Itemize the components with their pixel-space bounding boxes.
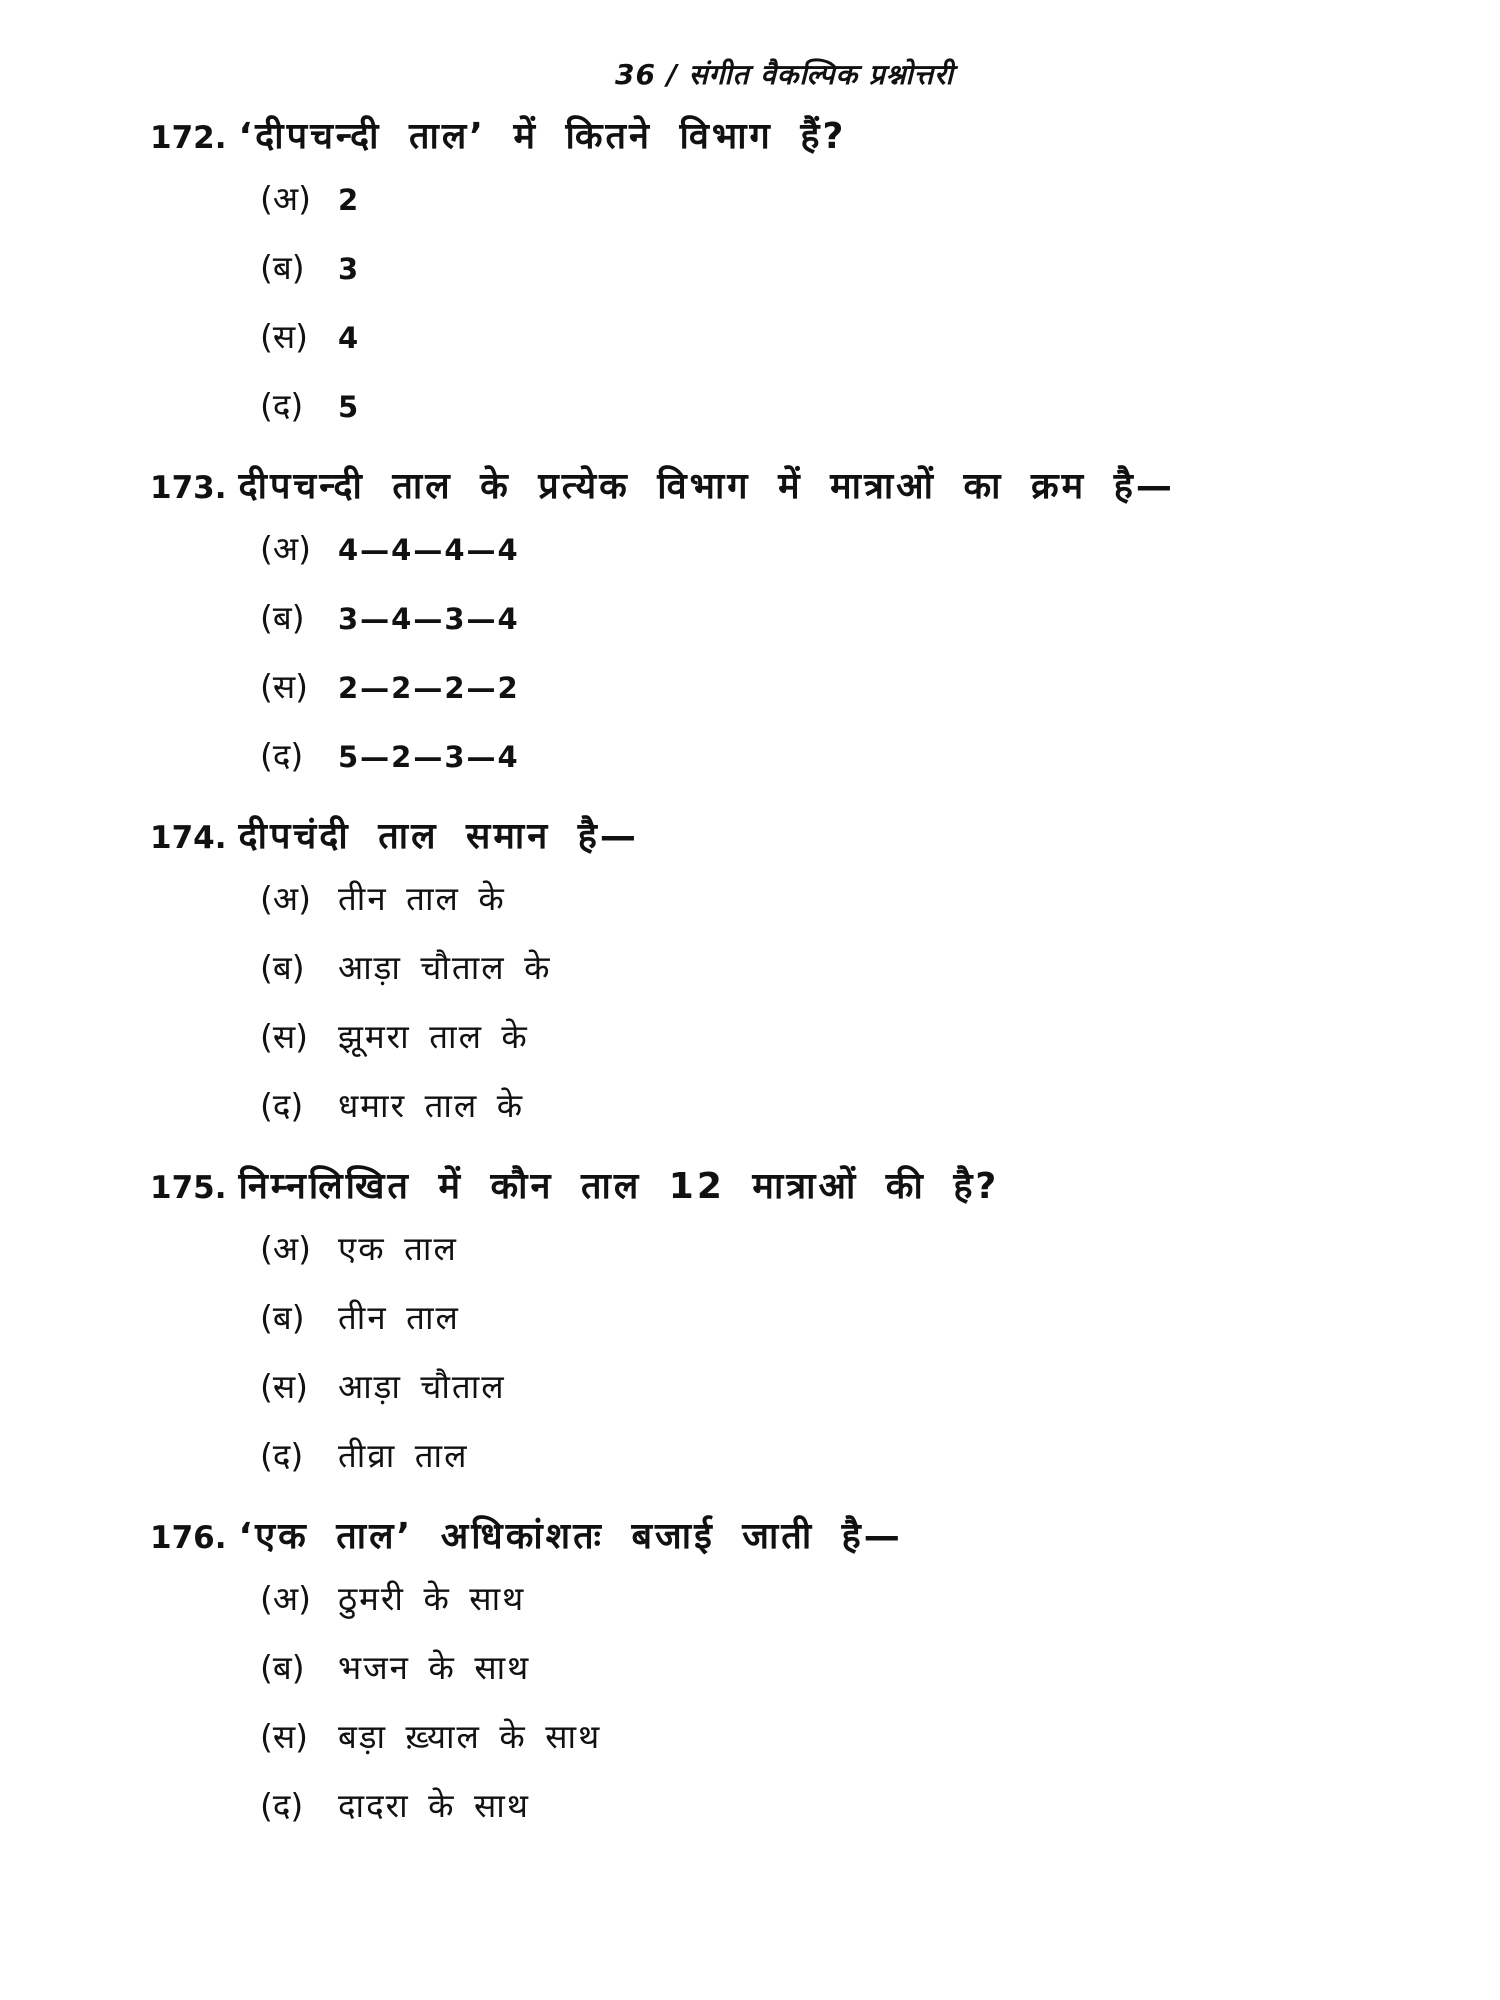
question-number: 176. — [150, 1520, 227, 1556]
question-number: 172. — [150, 120, 227, 156]
question-173 — [150, 460, 1430, 801]
option-b — [260, 244, 1430, 313]
option-letter: (अ) — [260, 879, 311, 918]
option-list — [150, 1575, 1430, 1851]
question-number: 175. — [150, 1170, 227, 1206]
question-174 — [150, 810, 1430, 1151]
question-number: 174. — [150, 820, 227, 856]
option-letter: (ब) — [260, 1298, 305, 1337]
option-b — [260, 944, 1430, 1013]
option-letter: (ब) — [260, 248, 305, 287]
option-text: 3 — [338, 252, 361, 286]
option-letter: (स) — [260, 1367, 309, 1406]
option-list — [150, 875, 1430, 1151]
running-head: 36 / संगीत वैकल्पिक प्रश्नोत्तरी — [615, 58, 954, 91]
option-text: धमार ताल के — [338, 1086, 525, 1125]
option-letter: (अ) — [260, 1229, 311, 1268]
question-176 — [150, 1510, 1430, 1851]
option-text: 5 — [338, 390, 361, 424]
option-text: ठुमरी के साथ — [338, 1579, 526, 1618]
option-text: एक ताल — [338, 1229, 458, 1268]
option-letter: (स) — [260, 317, 309, 356]
option-text: 3—4—3—4 — [338, 602, 520, 636]
option-d — [260, 1432, 1430, 1501]
option-b — [260, 1644, 1430, 1713]
option-b — [260, 594, 1430, 663]
option-text: 5—2—3—4 — [338, 740, 520, 774]
option-text: तीन ताल — [338, 1298, 460, 1337]
option-text: 2 — [338, 183, 361, 217]
option-d — [260, 1782, 1430, 1851]
question-text: दीपचंदी ताल समान है— — [238, 816, 639, 857]
option-letter: (ब) — [260, 948, 305, 987]
question-header — [150, 810, 1430, 859]
option-a — [260, 175, 1430, 244]
question-text: ‘एक ताल’ अधिकांशतः बजाई जाती है— — [238, 1516, 903, 1557]
option-text: 4—4—4—4 — [338, 533, 520, 567]
option-text: भजन के साथ — [338, 1648, 531, 1687]
option-letter: (अ) — [260, 1579, 311, 1618]
option-letter: (अ) — [260, 529, 311, 568]
option-letter: (द) — [260, 1436, 304, 1475]
question-header — [150, 1160, 1430, 1209]
option-text: आड़ा चौताल के — [338, 948, 552, 987]
option-c — [260, 1013, 1430, 1082]
option-b — [260, 1294, 1430, 1363]
option-text: तीव्रा ताल — [338, 1436, 469, 1475]
option-text: बड़ा ख़्याल के साथ — [338, 1717, 602, 1756]
question-number: 173. — [150, 470, 227, 506]
option-letter: (ब) — [260, 1648, 305, 1687]
option-c — [260, 1363, 1430, 1432]
question-text: निम्नलिखित में कौन ताल 12 मात्राओं की है? — [238, 1166, 1000, 1207]
option-list — [150, 525, 1430, 801]
option-c — [260, 1713, 1430, 1782]
question-175 — [150, 1160, 1430, 1501]
option-a — [260, 1225, 1430, 1294]
option-d — [260, 382, 1430, 451]
option-text: दादरा के साथ — [338, 1786, 530, 1825]
option-letter: (द) — [260, 736, 304, 775]
option-list — [150, 175, 1430, 451]
question-text: दीपचन्दी ताल के प्रत्येक विभाग में मात्राओं का क्रम है— — [238, 466, 1175, 507]
option-text: 4 — [338, 321, 361, 355]
question-text: ‘दीपचन्दी ताल’ में कितने विभाग हैं? — [238, 116, 847, 157]
option-text: तीन ताल के — [338, 879, 506, 918]
option-letter: (द) — [260, 386, 304, 425]
option-list — [150, 1225, 1430, 1501]
question-header — [150, 1510, 1430, 1559]
question-header — [150, 460, 1430, 509]
option-letter: (द) — [260, 1786, 304, 1825]
option-text: 2—2—2—2 — [338, 671, 520, 705]
option-letter: (द) — [260, 1086, 304, 1125]
option-text: आड़ा चौताल — [338, 1367, 506, 1406]
option-a — [260, 1575, 1430, 1644]
option-letter: (ब) — [260, 598, 305, 637]
option-c — [260, 313, 1430, 382]
option-d — [260, 1082, 1430, 1151]
option-c — [260, 663, 1430, 732]
option-letter: (स) — [260, 667, 309, 706]
option-d — [260, 732, 1430, 801]
option-letter: (अ) — [260, 179, 311, 218]
option-a — [260, 525, 1430, 594]
option-letter: (स) — [260, 1017, 309, 1056]
question-header — [150, 110, 1430, 159]
option-a — [260, 875, 1430, 944]
option-letter: (स) — [260, 1717, 309, 1756]
question-172 — [150, 110, 1430, 451]
option-text: झूमरा ताल के — [338, 1017, 529, 1056]
